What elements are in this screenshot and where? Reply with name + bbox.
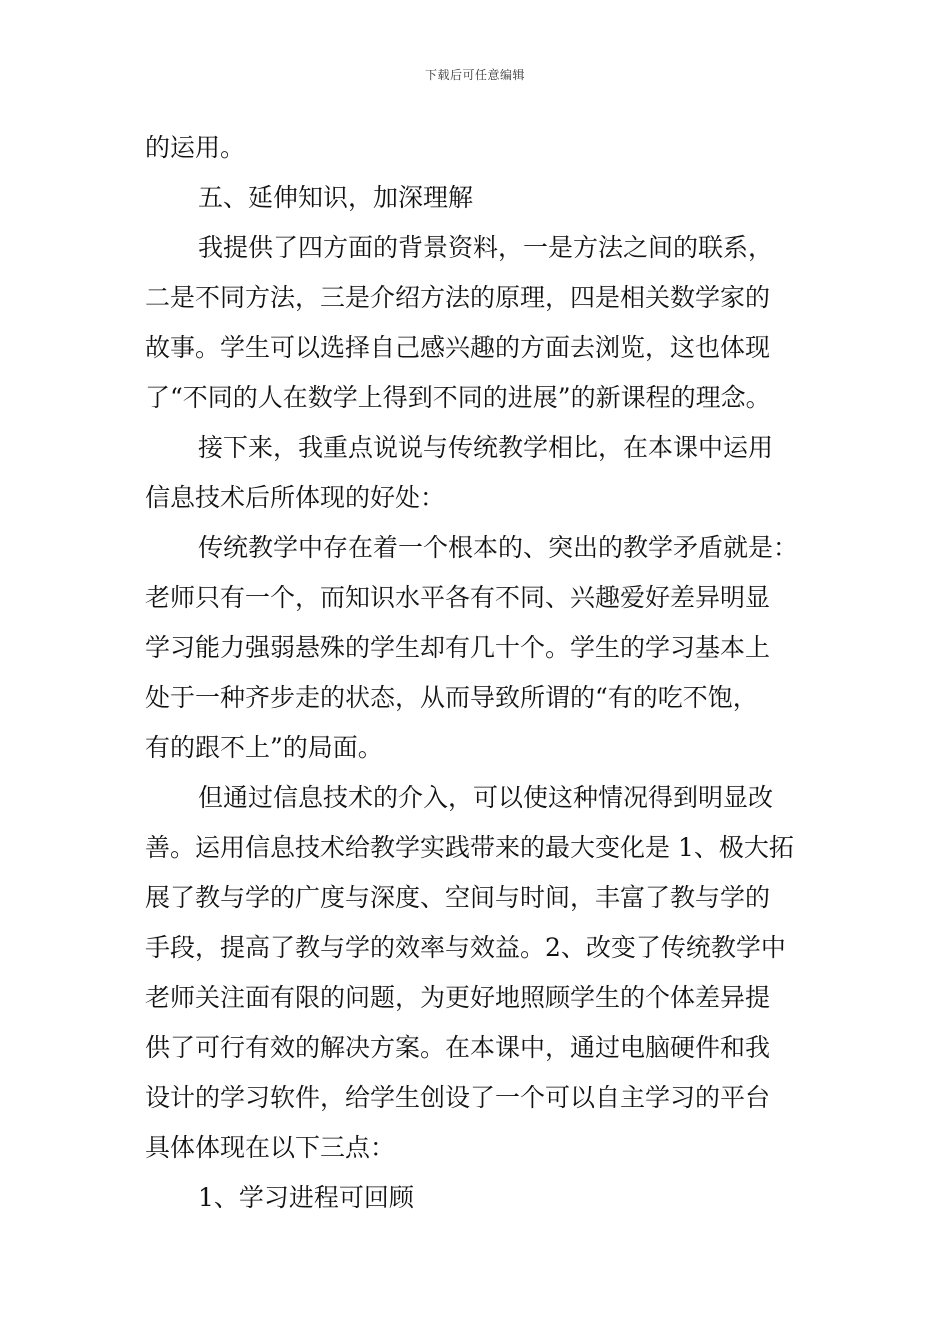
text-line: 手段，提高了教与学的效率与效益。2、改变了传统教学中 [145,933,786,962]
text-line: 传统教学中存在着一个根本的、突出的教学矛盾就是： [198,533,799,562]
text-line: 有的跟不上”的局面。 [145,733,383,762]
text-line: 具体体现在以下三点： [145,1133,396,1162]
text-line: 的运用。 [145,133,246,162]
text-line: 供了可行有效的解决方案。在本课中，通过电脑硬件和我 [145,1033,771,1062]
page-header: 下载后可任意编辑 [424,68,525,82]
section-heading: 五、延伸知识，加深理解 [198,183,474,212]
text-line: 我提供了四方面的背景资料，一是方法之间的联系， [198,233,774,262]
text-line: 二是不同方法，三是介绍方法的原理，四是相关数学家的 [145,283,771,312]
text-line: 设计的学习软件，给学生创设了一个可以自主学习的平台 [145,1083,771,1112]
text-line: 接下来，我重点说说与传统教学相比，在本课中运用 [198,433,774,462]
text-line: 老师只有一个，而知识水平各有不同、兴趣爱好差异明显 [145,583,771,612]
text-line: 但通过信息技术的介入，可以使这种情况得到明显改 [198,783,774,812]
text-line: 老师关注面有限的问题，为更好地照顾学生的个体差异提 [145,983,771,1012]
text-line: 了“不同的人在数学上得到不同的进展”的新课程的理念。 [145,383,771,412]
text-line: 故事。学生可以选择自己感兴趣的方面去浏览，这也体现 [145,333,771,362]
text-line: 善。运用信息技术给教学实践带来的最大变化是 1、极大拓 [145,833,794,862]
list-heading: 1、学习进程可回顾 [198,1183,414,1212]
text-line: 展了教与学的广度与深度、空间与时间，丰富了教与学的 [145,883,771,912]
text-line: 处于一种齐步走的状态，从而导致所谓的“有的吃不饱， [145,683,758,712]
text-line: 信息技术后所体现的好处： [145,483,446,512]
text-line: 学习能力强弱悬殊的学生却有几十个。学生的学习基本上 [145,633,771,662]
